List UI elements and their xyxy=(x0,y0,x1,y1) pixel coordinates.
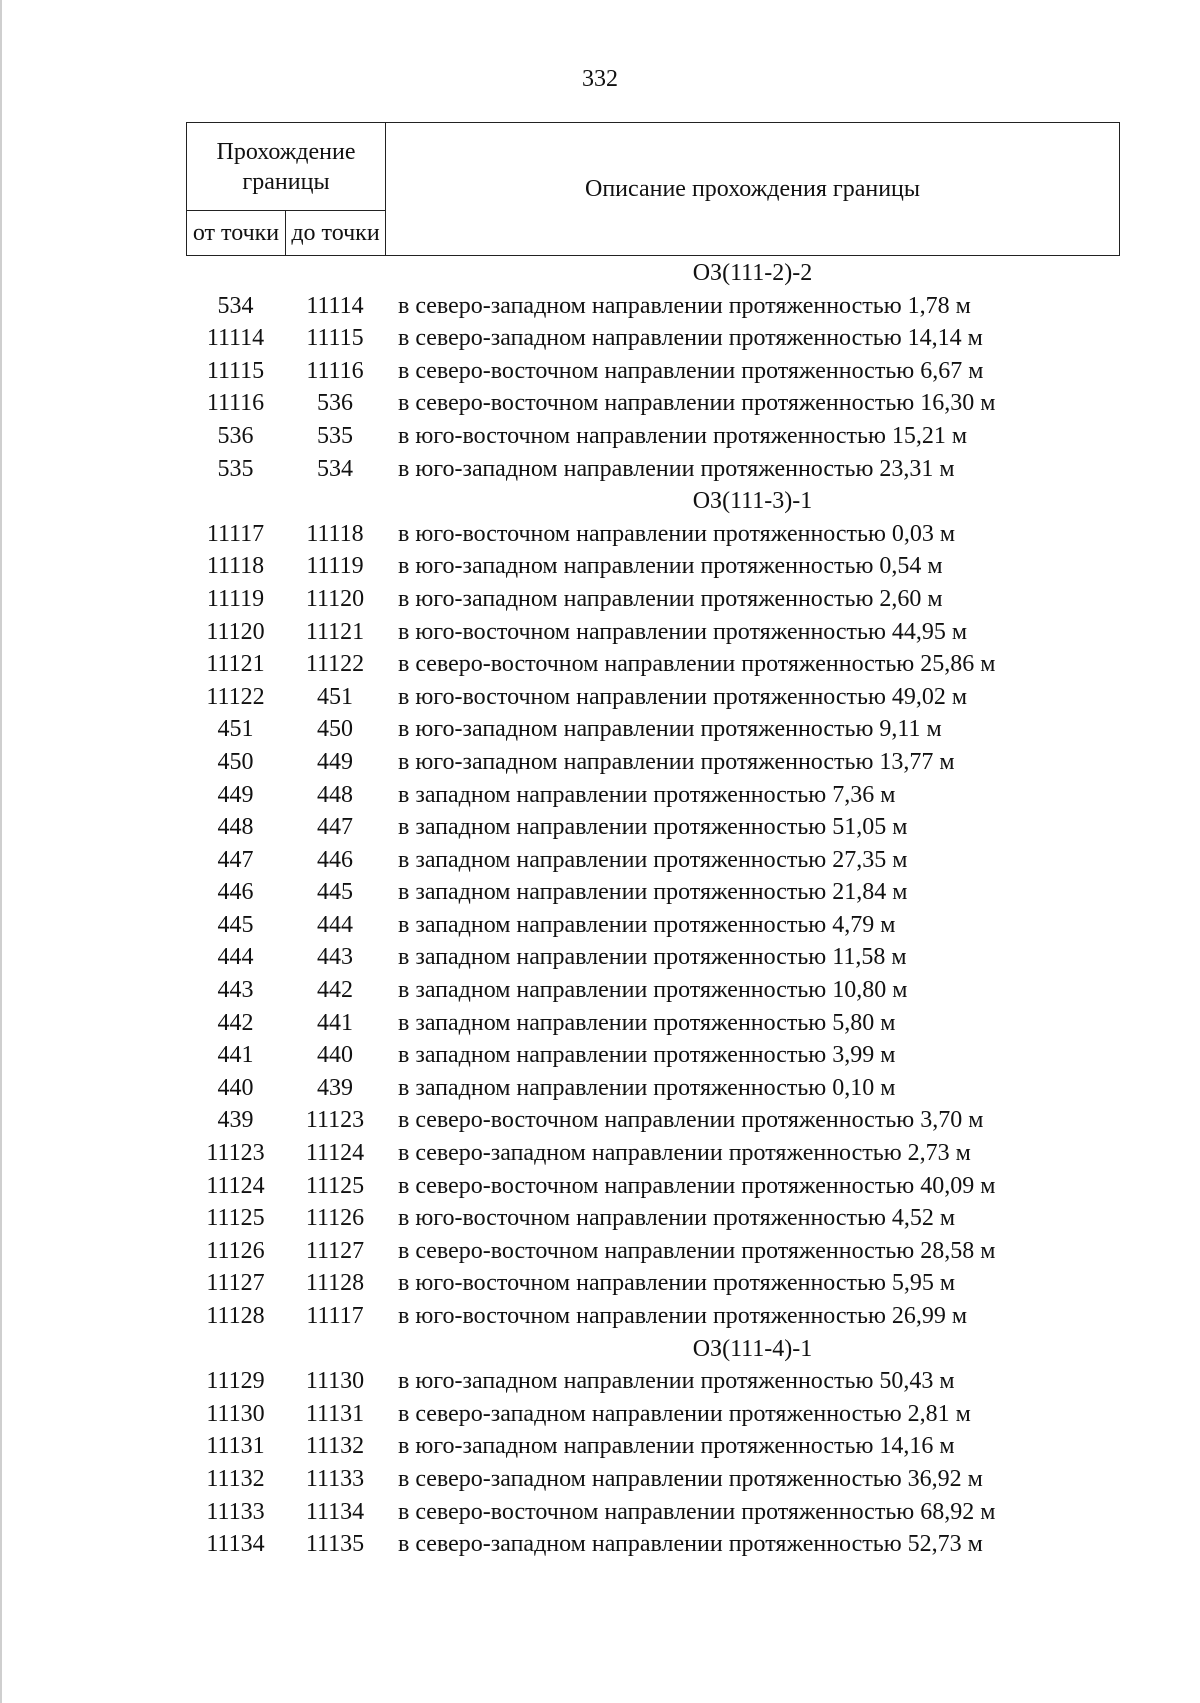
from-point: 11121 xyxy=(206,651,265,678)
from-point: 11128 xyxy=(206,1303,265,1329)
boundary-description: в северо-западном направлении протяженностью 1,78 м xyxy=(398,292,971,319)
to-point: 11123 xyxy=(305,1107,365,1134)
to-point: 440 xyxy=(317,1042,353,1069)
boundary-description: в юго-восточном направлении протяженностью 15,21 м xyxy=(398,422,968,449)
table-row xyxy=(186,648,1120,681)
table-row xyxy=(186,1072,1120,1105)
boundary-description: в юго-западном направлении протяженностью 0,54 м xyxy=(398,553,943,580)
boundary-description: в западном направлении протяженностью 21,84 м xyxy=(398,879,908,906)
to-point: 11132 xyxy=(305,1433,365,1460)
boundary-description: в юго-западном направлении протяженностью 14,16 м xyxy=(398,1433,955,1460)
page-edge xyxy=(0,0,2,1703)
from-point: 443 xyxy=(217,977,254,1004)
from-point: 11120 xyxy=(206,618,265,645)
boundary-description: в северо-восточном направлении протяженностью 68,92 м xyxy=(398,1498,996,1525)
from-point: 444 xyxy=(217,944,254,971)
table-row xyxy=(186,387,1120,420)
from-point: 441 xyxy=(217,1042,254,1069)
to-point: 446 xyxy=(317,846,353,873)
to-point: 534 xyxy=(317,455,353,482)
to-point: 450 xyxy=(317,716,353,743)
to-point: 439 xyxy=(317,1074,353,1101)
section-title: ОЗ(111-3)-1 xyxy=(692,488,813,515)
table-row xyxy=(186,1104,1120,1137)
boundary-description: в западном направлении протяженностью 10,80 м xyxy=(398,977,908,1004)
from-point: 11115 xyxy=(206,357,265,384)
section-title: ОЗ(111-4)-1 xyxy=(692,1335,813,1362)
boundary-description: в северо-западном направлении протяженностью 14,14 м xyxy=(398,325,983,352)
table-row xyxy=(186,844,1120,877)
table-row xyxy=(186,420,1120,453)
from-point: 440 xyxy=(217,1074,254,1101)
from-point: 442 xyxy=(217,1009,254,1036)
table-row xyxy=(186,290,1120,323)
to-point: 536 xyxy=(317,390,353,417)
table-row xyxy=(186,909,1120,942)
boundary-description: в юго-восточном направлении протяженностью 26,99 м xyxy=(398,1303,968,1329)
table-row xyxy=(186,1398,1120,1431)
boundary-description: в юго-западном направлении протяженностью 9,11 м xyxy=(398,716,942,743)
table-row xyxy=(186,355,1120,388)
from-point: 449 xyxy=(217,781,254,808)
boundary-description: в западном направлении протяженностью 7,36 м xyxy=(398,781,896,808)
table-row xyxy=(186,681,1120,714)
to-point: 451 xyxy=(317,683,353,710)
to-point: 11135 xyxy=(305,1531,365,1558)
to-point: 11127 xyxy=(305,1237,365,1264)
to-point: 11120 xyxy=(305,585,365,612)
table-row xyxy=(186,550,1120,583)
to-point: 11119 xyxy=(306,553,364,580)
table-row xyxy=(186,1202,1120,1235)
from-point: 446 xyxy=(217,879,254,906)
boundary-description: в западном направлении протяженностью 0,10 м xyxy=(398,1074,896,1101)
from-point: 11131 xyxy=(206,1433,265,1460)
boundary-description: в юго-западном направлении протяженностью 13,77 м xyxy=(398,748,955,775)
table-row xyxy=(186,1007,1120,1040)
header-group-cell: Прохождение границы xyxy=(187,123,386,211)
to-point: 11115 xyxy=(306,325,364,352)
from-point: 11117 xyxy=(206,520,265,547)
to-point: 11126 xyxy=(305,1205,365,1232)
boundary-description: в юго-восточном направлении протяженностью 4,52 м xyxy=(398,1205,956,1232)
from-point: 11134 xyxy=(206,1531,265,1558)
from-point: 450 xyxy=(217,748,254,775)
boundary-description: в северо-восточном направлении протяженностью 6,67 м xyxy=(398,357,984,384)
boundary-description: в северо-восточном направлении протяженностью 3,70 м xyxy=(398,1107,984,1134)
from-point: 11126 xyxy=(206,1237,265,1264)
to-point: 442 xyxy=(317,977,353,1004)
to-point: 11131 xyxy=(305,1400,365,1427)
boundary-description: в юго-восточном направлении протяженностью 5,95 м xyxy=(398,1270,956,1297)
to-point: 11116 xyxy=(306,357,364,384)
to-point: 11122 xyxy=(305,651,365,678)
to-point: 11124 xyxy=(305,1140,365,1167)
table-row xyxy=(186,1300,1120,1333)
boundary-description: в западном направлении протяженностью 11,58 м xyxy=(398,944,907,971)
table-row xyxy=(186,779,1120,812)
table-row xyxy=(186,1528,1120,1561)
to-point: 11118 xyxy=(306,520,364,547)
from-point: 11123 xyxy=(206,1140,265,1167)
table-row xyxy=(186,811,1120,844)
to-point: 444 xyxy=(317,911,353,938)
table-row xyxy=(186,713,1120,746)
boundary-table-body xyxy=(186,257,1120,1561)
table-row xyxy=(186,518,1120,551)
from-point: 534 xyxy=(217,292,254,319)
from-point: 11127 xyxy=(206,1270,265,1297)
table-row xyxy=(186,453,1120,486)
to-point: 447 xyxy=(317,814,353,841)
table-row xyxy=(186,941,1120,974)
page-number: 332 xyxy=(582,66,618,92)
table-row xyxy=(186,322,1120,355)
boundary-description: в юго-восточном направлении протяженностью 44,95 м xyxy=(398,618,968,645)
from-point: 11118 xyxy=(206,553,265,580)
boundary-description: в северо-восточном направлении протяженностью 25,86 м xyxy=(398,651,996,678)
boundary-description: в северо-западном направлении протяженностью 36,92 м xyxy=(398,1465,983,1492)
from-point: 11132 xyxy=(206,1465,265,1492)
table-row xyxy=(186,1039,1120,1072)
table-row xyxy=(186,1235,1120,1268)
boundary-description: в западном направлении протяженностью 27,35 м xyxy=(398,846,908,873)
from-point: 447 xyxy=(217,846,254,873)
from-point: 11125 xyxy=(206,1205,265,1232)
boundary-description: в западном направлении протяженностью 5,80 м xyxy=(398,1009,896,1036)
table-header xyxy=(186,122,1120,256)
to-point: 445 xyxy=(317,879,353,906)
from-point: 11124 xyxy=(206,1172,265,1199)
to-point: 449 xyxy=(317,748,353,775)
boundary-description: в западном направлении протяженностью 3,99 м xyxy=(398,1042,896,1069)
to-point: 448 xyxy=(317,781,353,808)
table-row xyxy=(186,583,1120,616)
header-to-cell: до точки xyxy=(286,211,386,256)
to-point: 11130 xyxy=(305,1368,365,1395)
from-point: 11130 xyxy=(206,1400,265,1427)
boundary-description: в северо-западном направлении протяженностью 2,81 м xyxy=(398,1400,971,1427)
boundary-description: в юго-западном направлении протяженностью 50,43 м xyxy=(398,1368,955,1395)
table-row xyxy=(186,876,1120,909)
table-row xyxy=(186,974,1120,1007)
from-point: 11116 xyxy=(206,390,265,417)
boundary-description: в северо-западном направлении протяженностью 52,73 м xyxy=(398,1531,983,1558)
boundary-description: в северо-восточном направлении протяженностью 40,09 м xyxy=(398,1172,996,1199)
to-point: 11134 xyxy=(305,1498,365,1525)
boundary-description: в северо-восточном направлении протяженностью 28,58 м xyxy=(398,1237,996,1264)
boundary-description: в западном направлении протяженностью 51,05 м xyxy=(398,814,908,841)
to-point: 11121 xyxy=(305,618,365,645)
from-point: 439 xyxy=(217,1107,254,1134)
table-row xyxy=(186,746,1120,779)
to-point: 11117 xyxy=(306,1303,364,1329)
to-point: 11128 xyxy=(305,1270,365,1297)
boundary-description: в юго-западном направлении протяженностью 2,60 м xyxy=(398,585,943,612)
header-description-cell: Описание прохождения границы xyxy=(386,123,1120,256)
from-point: 11114 xyxy=(206,325,265,352)
to-point: 443 xyxy=(317,944,353,971)
to-point: 11133 xyxy=(305,1465,365,1492)
from-point: 536 xyxy=(217,422,254,449)
table-row xyxy=(186,1496,1120,1529)
from-point: 11129 xyxy=(206,1368,265,1395)
from-point: 448 xyxy=(217,814,254,841)
header-from-cell: от точки xyxy=(187,211,286,256)
from-point: 535 xyxy=(217,455,254,482)
to-point: 11114 xyxy=(306,292,364,319)
table-row xyxy=(186,1170,1120,1203)
boundary-description: в юго-западном направлении протяженностью 23,31 м xyxy=(398,455,955,482)
from-point: 11119 xyxy=(206,585,265,612)
to-point: 11125 xyxy=(305,1172,365,1199)
table-row xyxy=(186,1463,1120,1496)
boundary-description: в северо-восточном направлении протяженностью 16,30 м xyxy=(398,390,996,417)
from-point: 445 xyxy=(217,911,254,938)
boundary-description: в юго-восточном направлении протяженностью 49,02 м xyxy=(398,683,968,710)
table-row xyxy=(186,1365,1120,1398)
from-point: 11133 xyxy=(206,1498,265,1525)
section-title: ОЗ(111-2)-2 xyxy=(692,260,813,286)
table-row xyxy=(186,1267,1120,1300)
to-point: 535 xyxy=(317,422,353,449)
boundary-description: в юго-восточном направлении протяженностью 0,03 м xyxy=(398,520,956,547)
from-point: 451 xyxy=(217,716,254,743)
table-row xyxy=(186,1430,1120,1463)
boundary-description: в западном направлении протяженностью 4,79 м xyxy=(398,911,896,938)
to-point: 441 xyxy=(317,1009,353,1036)
table-row xyxy=(186,1137,1120,1170)
from-point: 11122 xyxy=(206,683,265,710)
boundary-description: в северо-западном направлении протяженностью 2,73 м xyxy=(398,1140,971,1167)
table-row xyxy=(186,616,1120,649)
